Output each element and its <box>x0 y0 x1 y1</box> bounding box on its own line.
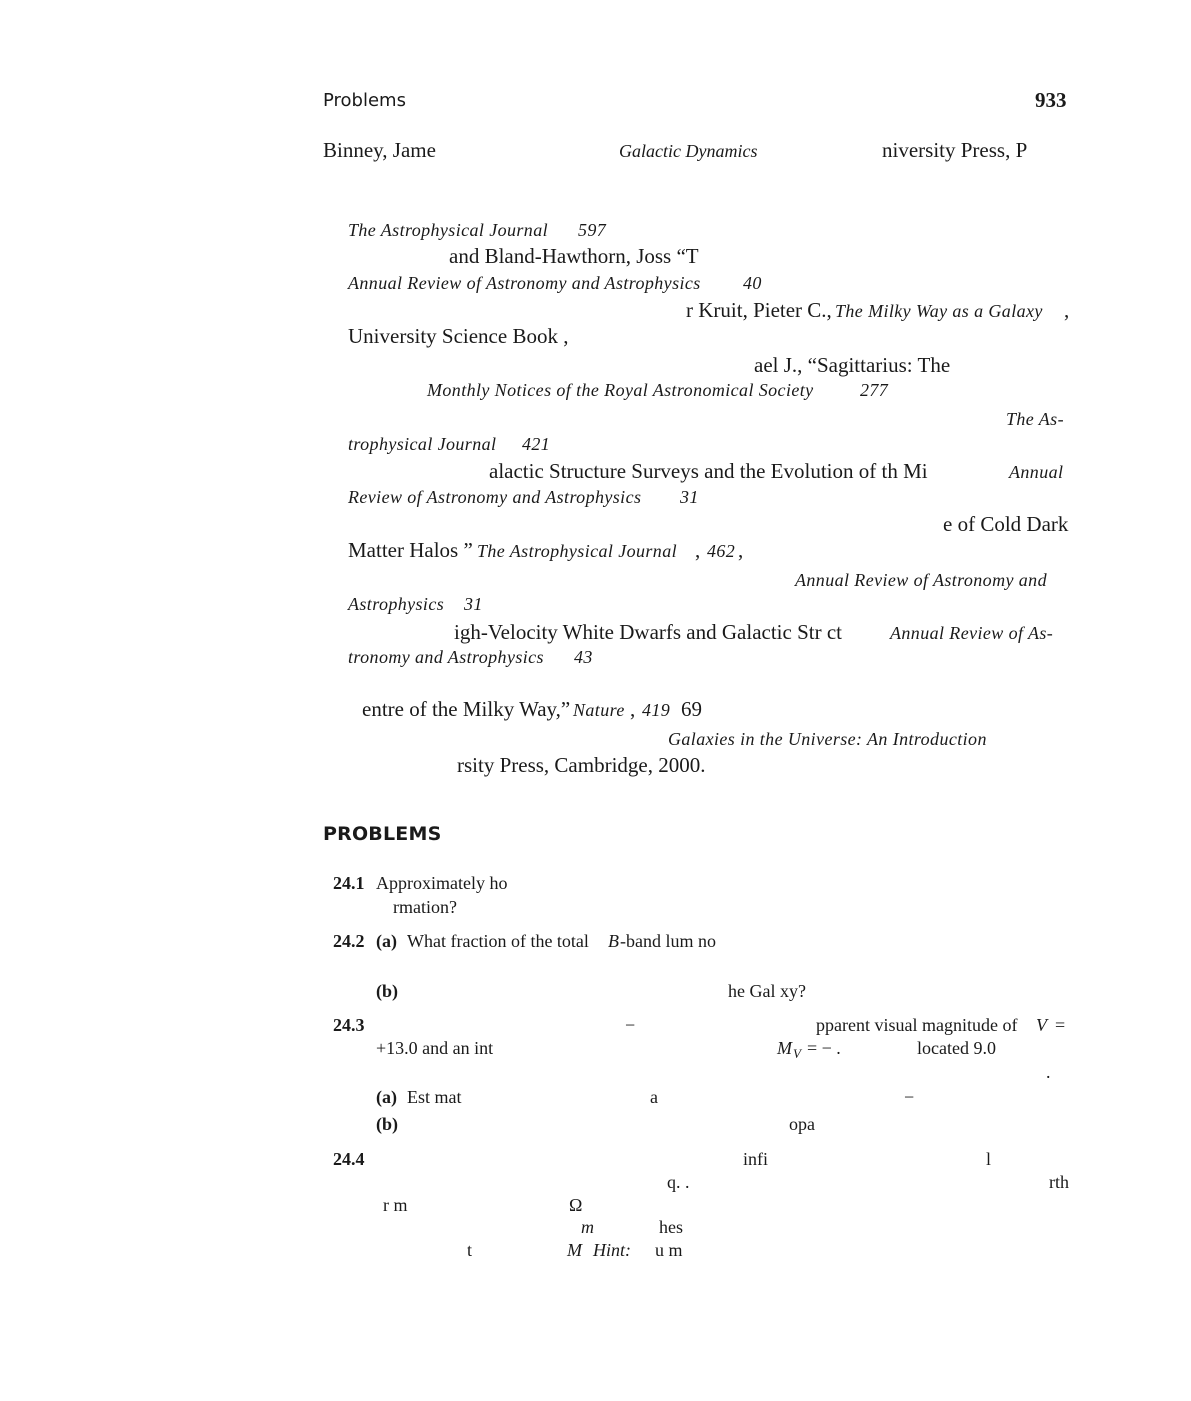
problem-text: -band lum no <box>620 931 716 951</box>
reference-text: alactic Structure Surveys and the Evolution of th Mi <box>489 459 928 483</box>
problem-text: l <box>986 1149 992 1169</box>
math-symbol: M <box>567 1240 582 1260</box>
problem-text: he Gal xy? <box>728 981 806 1001</box>
reference-journal: Nature <box>573 700 625 720</box>
reference-text: igh-Velocity White Dwarfs and Galactic Str ct <box>454 620 842 644</box>
problem-text: r m <box>383 1195 408 1215</box>
reference-volume: 277 <box>860 380 889 400</box>
reference-text: e of Cold Dark <box>943 512 1069 536</box>
page-number: 933 <box>1035 88 1067 112</box>
reference-text: , <box>695 538 701 562</box>
problem-text: rth <box>1049 1172 1069 1192</box>
problem-text: q. . <box>667 1172 690 1192</box>
math-symbol: m <box>581 1217 594 1237</box>
problem-text: located 9.0 <box>917 1038 996 1058</box>
reference-journal: The As- <box>1006 409 1064 429</box>
reference-journal: Annual <box>1009 462 1064 482</box>
reference-volume: 462 <box>707 541 736 561</box>
reference-volume: 597 <box>578 220 607 240</box>
reference-journal: tronomy and Astrophysics <box>348 647 544 667</box>
reference-journal: Annual Review of As- <box>890 623 1054 643</box>
math-subscript: V <box>793 1046 801 1061</box>
math-symbol: − <box>625 1015 636 1035</box>
problem-text: hes <box>659 1217 683 1237</box>
reference-journal: The Astrophysical Journal <box>477 541 677 561</box>
problem-text: u m <box>655 1240 683 1260</box>
reference-text: , <box>630 697 636 721</box>
reference-volume: 40 <box>743 273 762 293</box>
reference-book-title: Galactic Dynamics <box>619 141 758 161</box>
problem-text: opa <box>789 1114 815 1134</box>
reference-text: Matter Halos ” <box>348 538 473 562</box>
problem-text: a <box>650 1087 658 1107</box>
problem-text: pparent visual magnitude of <box>816 1015 1018 1035</box>
reference-journal: Annual Review of Astronomy and <box>795 570 1047 590</box>
running-title: Problems <box>323 90 406 111</box>
reference-book-title: The Milky Way as a Galaxy <box>835 301 1043 321</box>
reference-text: ael J., “Sagittarius: The <box>754 353 951 377</box>
problem-part-label: (a) <box>376 931 397 951</box>
reference-text: r Kruit, Pieter C., <box>686 298 832 322</box>
math-symbol: M <box>777 1038 792 1058</box>
problem-part-label: (a) <box>376 1087 397 1107</box>
math-symbol: = − . <box>807 1038 841 1058</box>
problem-text: Est mat <box>407 1087 462 1107</box>
reference-journal: Review of Astronomy and Astrophysics <box>348 487 642 507</box>
reference-volume: 31 <box>680 487 699 507</box>
reference-journal: Astrophysics <box>348 594 445 614</box>
reference-text: niversity Press, P <box>882 138 1028 162</box>
math-symbol: − <box>904 1087 915 1107</box>
math-symbol: V <box>1036 1015 1047 1035</box>
hint-label: Hint: <box>593 1240 631 1260</box>
problem-number: 24.4 <box>333 1149 365 1169</box>
reference-text: 69 <box>681 697 702 721</box>
problem-text: . <box>1046 1062 1051 1082</box>
problem-number: 24.2 <box>333 931 365 951</box>
reference-text: entre of the Milky Way,” <box>362 697 571 721</box>
problem-number: 24.1 <box>333 873 365 893</box>
math-symbol: = <box>1055 1015 1066 1035</box>
reference-text: Binney, Jame <box>323 138 436 162</box>
reference-text: University Science Book , <box>348 324 569 348</box>
reference-text: rsity Press, Cambridge, 2000. <box>457 753 706 777</box>
reference-journal: The Astrophysical Journal <box>348 220 548 240</box>
problem-number: 24.3 <box>333 1015 365 1035</box>
problem-part-label: (b) <box>376 1114 398 1134</box>
section-heading: PROBLEMS <box>323 823 442 845</box>
reference-volume: 31 <box>464 594 483 614</box>
reference-text: and Bland-Hawthorn, Joss “T <box>449 244 699 268</box>
reference-text: , <box>738 538 744 562</box>
reference-journal: Monthly Notices of the Royal Astronomical Society <box>427 380 814 400</box>
math-symbol: B <box>608 931 619 951</box>
problem-part-label: (b) <box>376 981 398 1001</box>
reference-volume: 43 <box>574 647 593 667</box>
problem-text: What fraction of the total <box>407 931 589 951</box>
reference-journal: Annual Review of Astronomy and Astrophysics <box>348 273 701 293</box>
problem-text: t <box>467 1240 473 1260</box>
problem-text: rmation? <box>393 897 457 917</box>
reference-volume: 419 <box>642 700 671 720</box>
problem-text: +13.0 and an int <box>376 1038 494 1058</box>
reference-text: , <box>1064 298 1070 322</box>
math-symbol: Ω <box>569 1195 583 1215</box>
reference-volume: 421 <box>522 434 551 454</box>
reference-book-title: Galaxies in the Universe: An Introduction <box>668 729 987 749</box>
reference-journal: trophysical Journal <box>348 434 497 454</box>
problem-text: Approximately ho <box>376 873 508 893</box>
problem-text: infi <box>743 1149 768 1169</box>
